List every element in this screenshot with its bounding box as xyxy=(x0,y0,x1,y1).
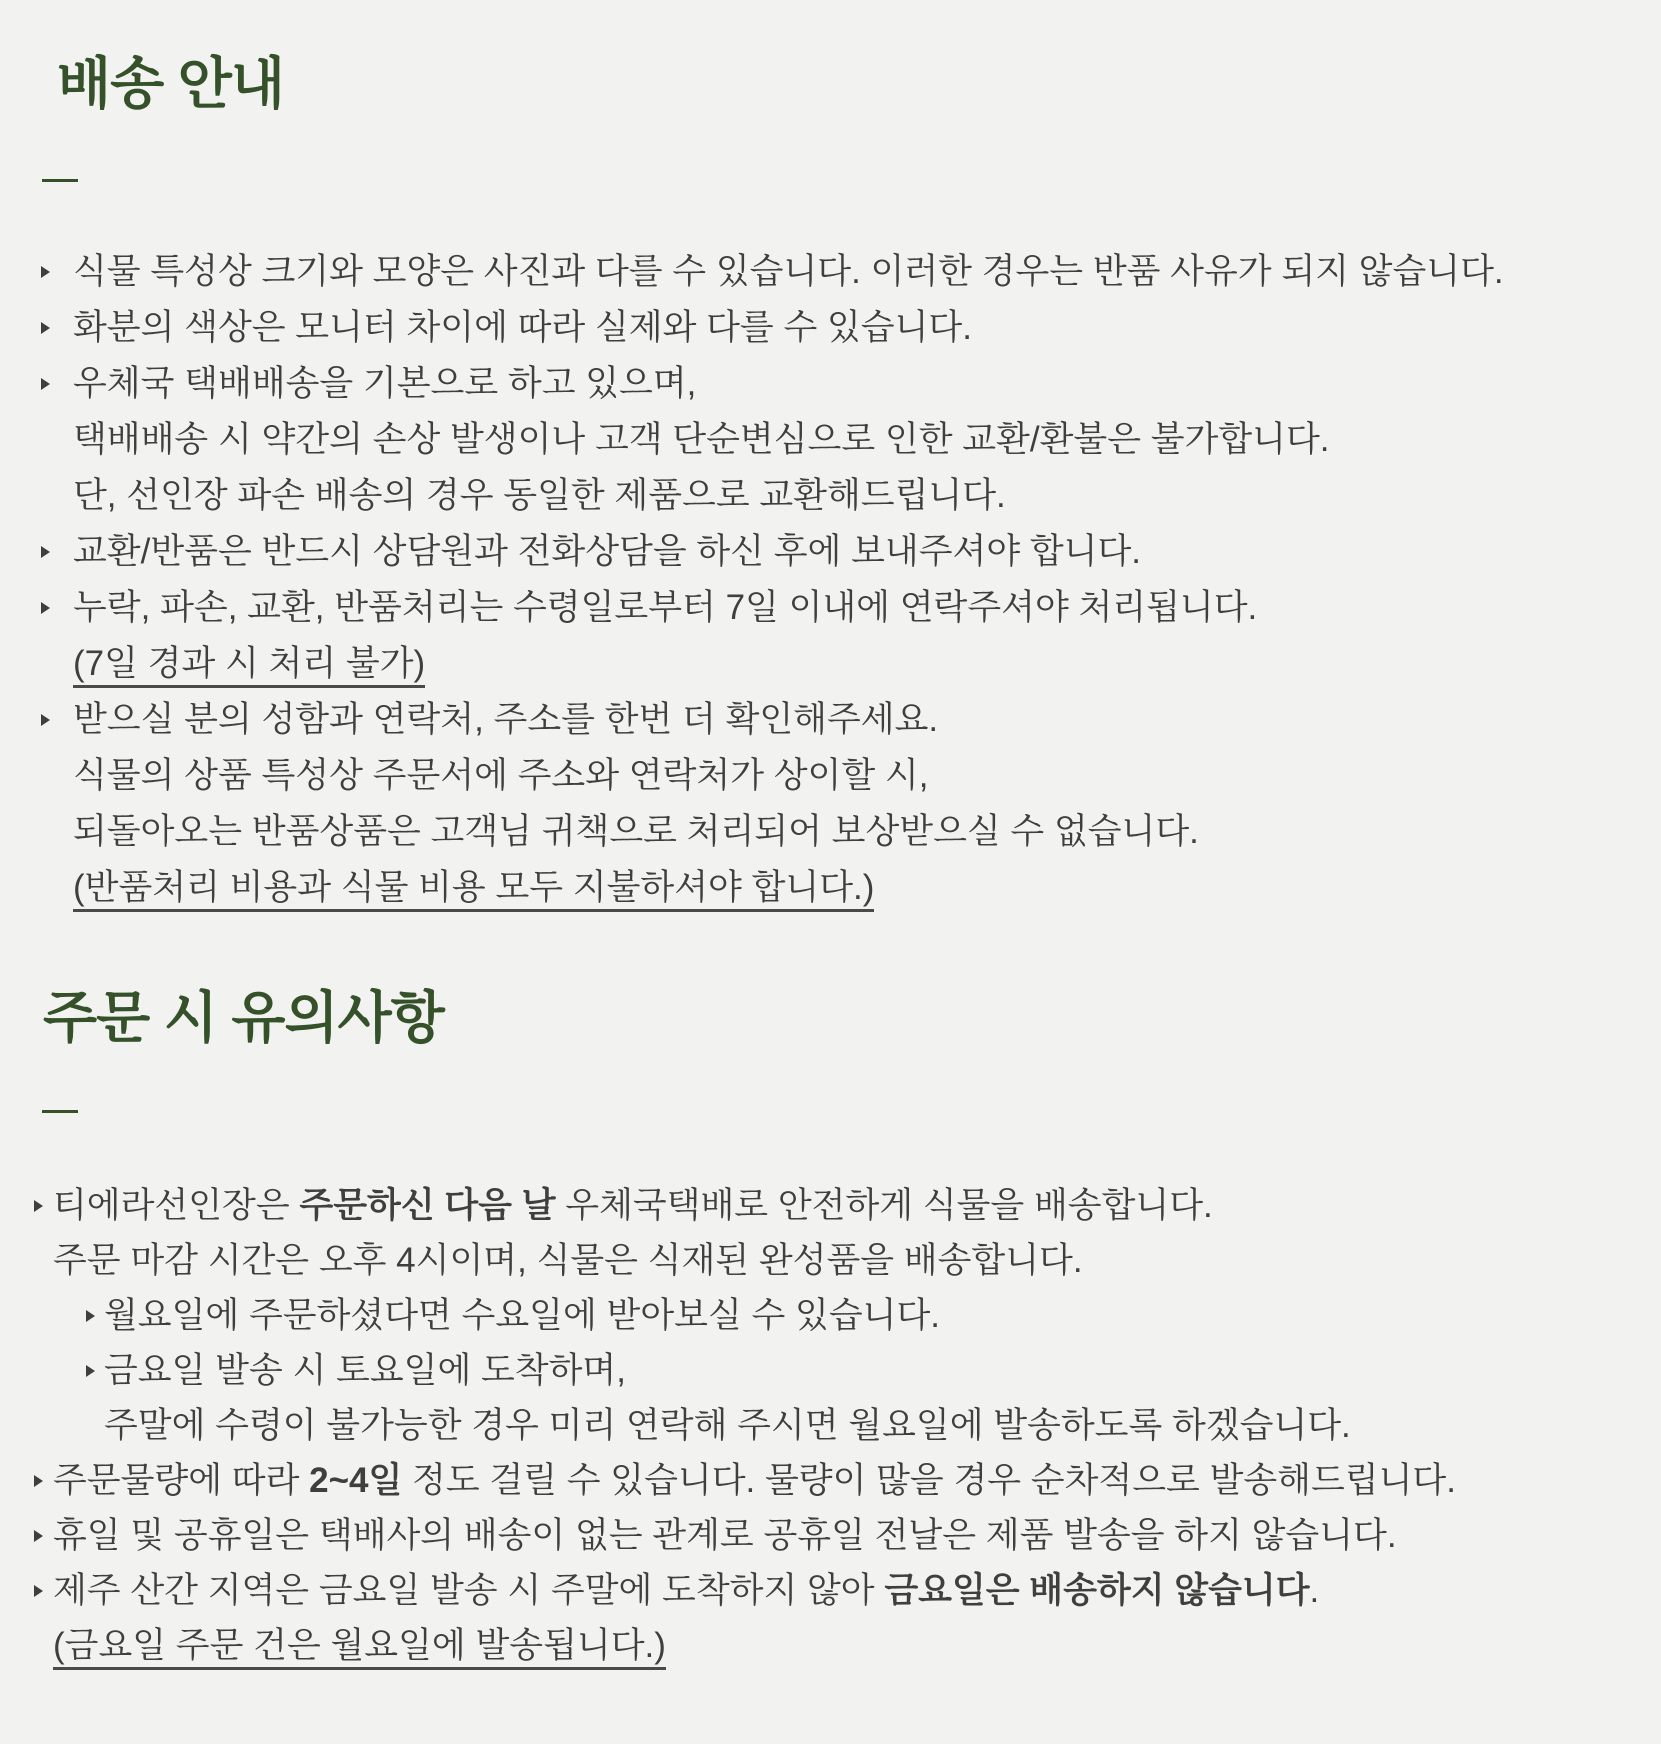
text-segment: 식물의 상품 특성상 주문서에 주소와 연락처가 상이할 시, xyxy=(73,756,929,795)
text-segment: 단, 선인장 파손 배송의 경우 동일한 제품으로 교환해드립니다. xyxy=(73,476,1006,515)
bullet-triangle-icon xyxy=(34,1200,43,1212)
list-row xyxy=(0,1288,1661,1343)
bullet-triangle-icon xyxy=(34,1530,43,1542)
text-segment: 택배배송 시 약간의 손상 발생이나 고객 단순변심으로 인한 교환/환불은 불가합니다. xyxy=(73,420,1330,459)
bullet-triangle-icon xyxy=(34,1585,43,1597)
list-row xyxy=(0,580,1661,636)
text-segment: 받으실 분의 성함과 연락처, 주소를 한번 더 확인해주세요. xyxy=(73,700,939,739)
order-section-title: 주문 시 유의사항 xyxy=(43,986,444,1049)
text-segment: 월요일에 주문하셨다면 수요일에 받아보실 수 있습니다. xyxy=(104,1296,940,1335)
text-segment: 주문물량에 따라 xyxy=(53,1461,310,1500)
text-segment: . xyxy=(1309,1571,1320,1610)
text-segment: 교환/반품은 반드시 상담원과 전화상담을 하신 후에 보내주셔야 합니다. xyxy=(73,532,1142,571)
list-row xyxy=(0,356,1661,412)
text-segment: 금요일은 배송하지 않습니다 xyxy=(884,1571,1310,1610)
text-segment: 티에라선인장은 xyxy=(53,1186,300,1225)
text-segment: 2~4일 xyxy=(309,1461,403,1500)
text-segment: 우체국 택배배송을 기본으로 하고 있으며, xyxy=(73,364,697,403)
text-segment: (반품처리 비용과 식물 비용 모두 지불하셔야 합니다.) xyxy=(73,868,874,912)
list-row xyxy=(0,1233,1661,1288)
text-segment: 휴일 및 공휴일은 택배사의 배송이 없는 관계로 공휴일 전날은 제품 발송을 하지 않습니다. xyxy=(53,1516,1397,1555)
list-row xyxy=(0,1508,1661,1563)
bullet-triangle-icon xyxy=(41,546,50,558)
list-row xyxy=(0,524,1661,580)
list-row xyxy=(0,860,1661,916)
text-segment: 제주 산간 지역은 금요일 발송 시 주말에 도착하지 않아 xyxy=(53,1571,885,1610)
section-divider-dash xyxy=(42,1110,78,1113)
list-row xyxy=(0,412,1661,468)
bullet-triangle-icon xyxy=(86,1310,95,1322)
bullet-triangle-icon xyxy=(41,322,50,334)
text-segment: (7일 경과 시 처리 불가) xyxy=(73,644,425,688)
bullet-triangle-icon xyxy=(41,378,50,390)
order-notes-list xyxy=(0,1178,1661,1673)
list-row xyxy=(0,1563,1661,1618)
text-segment: 정도 걸릴 수 있습니다. 물량이 많을 경우 순차적으로 발송해드립니다. xyxy=(402,1461,1456,1500)
list-row xyxy=(0,1343,1661,1398)
list-row xyxy=(0,300,1661,356)
text-segment: 주문 마감 시간은 오후 4시이며, 식물은 식재된 완성품을 배송합니다. xyxy=(53,1241,1083,1280)
shipping-notes-list xyxy=(0,244,1661,916)
list-row xyxy=(0,1618,1661,1673)
list-row xyxy=(0,468,1661,524)
text-segment: 되돌아오는 반품상품은 고객님 귀책으로 처리되어 보상받으실 수 없습니다. xyxy=(73,812,1199,851)
bullet-triangle-icon xyxy=(86,1365,95,1377)
text-segment: 주말에 수령이 불가능한 경우 미리 연락해 주시면 월요일에 발송하도록 하겠습니다. xyxy=(104,1406,1351,1445)
text-segment: 화분의 색상은 모니터 차이에 따라 실제와 다를 수 있습니다. xyxy=(73,308,972,347)
text-segment: 주문하신 다음 날 xyxy=(299,1186,556,1225)
text-segment: (금요일 주문 건은 월요일에 발송됩니다.) xyxy=(53,1626,666,1670)
text-segment: 우체국택배로 안전하게 식물을 배송합니다. xyxy=(555,1186,1213,1225)
list-row xyxy=(0,804,1661,860)
text-segment: 식물 특성상 크기와 모양은 사진과 다를 수 있습니다. 이러한 경우는 반품 사유가 되지 않습니다. xyxy=(73,252,1504,291)
list-row xyxy=(0,244,1661,300)
bullet-triangle-icon xyxy=(41,602,50,614)
text-segment: 누락, 파손, 교환, 반품처리는 수령일로부터 7일 이내에 연락주셔야 처리됩니다. xyxy=(73,588,1258,627)
list-row xyxy=(0,1453,1661,1508)
section-divider-dash xyxy=(42,179,78,182)
bullet-triangle-icon xyxy=(41,714,50,726)
list-row xyxy=(0,748,1661,804)
list-row xyxy=(0,692,1661,748)
bullet-triangle-icon xyxy=(41,266,50,278)
bullet-triangle-icon xyxy=(34,1475,43,1487)
shipping-section-title: 배송 안내 xyxy=(57,52,284,115)
list-row xyxy=(0,1398,1661,1453)
list-row xyxy=(0,1178,1661,1233)
text-segment: 금요일 발송 시 토요일에 도착하며, xyxy=(104,1351,626,1390)
list-row xyxy=(0,636,1661,692)
